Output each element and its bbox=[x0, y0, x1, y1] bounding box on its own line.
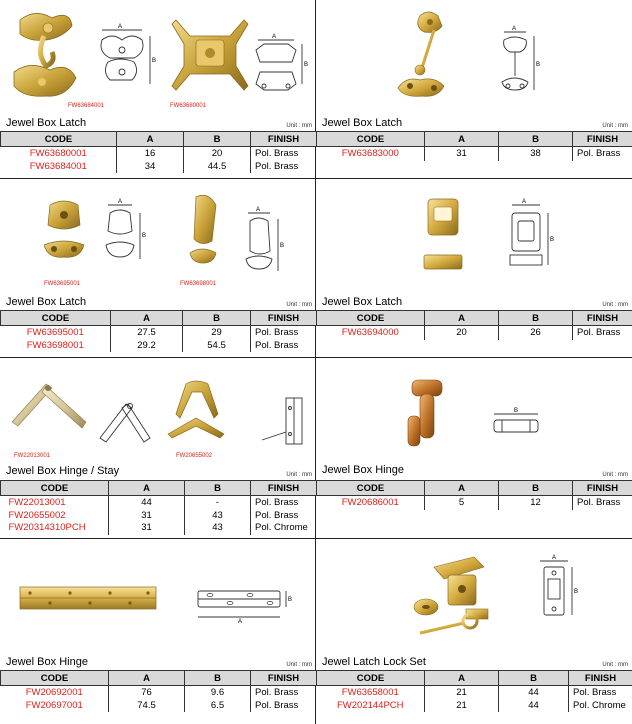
unit-label: Unit : mm bbox=[286, 123, 312, 129]
header-code: CODE bbox=[1, 311, 111, 326]
spec-table bbox=[0, 480, 316, 535]
table-row bbox=[317, 147, 632, 161]
section-title: Jewel Box Latch bbox=[322, 117, 403, 129]
product-illustration bbox=[0, 539, 316, 651]
product-code: FW20697001 bbox=[25, 699, 83, 711]
product-code: FW20655002 bbox=[8, 509, 66, 521]
finish-value: Pol. Chrome bbox=[573, 699, 626, 711]
header-finish: FINISH bbox=[251, 481, 317, 496]
product-code: FW20686001 bbox=[341, 497, 399, 508]
table-row bbox=[1, 326, 317, 353]
header-code: CODE bbox=[1, 132, 117, 147]
finish-value: Pol. Brass bbox=[255, 509, 299, 521]
dim-a-value: 31 bbox=[141, 509, 152, 521]
dim-b-value: 43 bbox=[212, 509, 223, 521]
table-row bbox=[1, 496, 317, 535]
table-row bbox=[1, 686, 317, 713]
dim-a-value: 31 bbox=[456, 148, 467, 159]
header-code: CODE bbox=[1, 671, 109, 686]
product-code: FW63694000 bbox=[341, 327, 399, 338]
spec-table bbox=[0, 670, 316, 712]
svg-text:B: B bbox=[288, 597, 293, 603]
dim-b-value: 6.5 bbox=[210, 699, 225, 711]
header-a: A bbox=[111, 311, 183, 326]
section-title: Jewel Box Latch bbox=[322, 296, 403, 308]
dim-a-value: 29.2 bbox=[137, 339, 156, 351]
header-finish: FINISH bbox=[573, 132, 632, 147]
dim-a-label: A bbox=[118, 24, 123, 30]
header-a: A bbox=[425, 481, 499, 496]
header-a: A bbox=[109, 671, 185, 686]
svg-text:A: A bbox=[522, 199, 527, 205]
svg-text:B: B bbox=[280, 243, 285, 249]
dim-a-value: 76 bbox=[141, 687, 152, 698]
finish-value: Pol. Brass bbox=[255, 687, 299, 698]
dim-a-value: 16 bbox=[144, 148, 156, 159]
section-title: Jewel Latch Lock Set bbox=[322, 656, 426, 668]
header-a: A bbox=[425, 671, 499, 686]
dim-a-value: 27.5 bbox=[137, 327, 156, 338]
dim-b-value: 29 bbox=[211, 327, 222, 338]
product-illustration bbox=[0, 0, 316, 112]
dim-a-value: 21 bbox=[456, 699, 467, 711]
header-finish: FINISH bbox=[251, 311, 317, 326]
product-illustration bbox=[316, 358, 632, 470]
spec-table bbox=[316, 670, 632, 712]
product-section-jewel-box-hinge bbox=[316, 358, 632, 538]
product-code: FW20314310PCH bbox=[8, 522, 86, 533]
unit-label: Unit : mm bbox=[602, 472, 628, 478]
svg-text:A: A bbox=[256, 207, 261, 213]
header-finish: FINISH bbox=[573, 311, 632, 326]
dim-b-value: 44.5 bbox=[207, 160, 227, 172]
dim-a-value: 44 bbox=[141, 497, 152, 508]
table-header-row bbox=[317, 132, 632, 147]
svg-text:B: B bbox=[514, 408, 519, 414]
product-section-jewel-box-latch-2 bbox=[316, 0, 632, 178]
product-illustration bbox=[316, 0, 632, 112]
section-title: Jewel Box Latch bbox=[6, 296, 87, 308]
svg-text:A: A bbox=[238, 619, 243, 625]
unit-label: Unit : mm bbox=[286, 662, 312, 668]
product-code: FW63698001 bbox=[26, 339, 84, 351]
spec-table bbox=[0, 131, 316, 173]
header-b: B bbox=[183, 311, 251, 326]
header-a: A bbox=[425, 311, 499, 326]
svg-text:B: B bbox=[574, 589, 579, 595]
svg-text:B: B bbox=[142, 233, 147, 239]
dim-a-value: 31 bbox=[141, 522, 152, 533]
header-b: B bbox=[499, 671, 569, 686]
header-b: B bbox=[185, 481, 251, 496]
table-header-row bbox=[1, 481, 317, 496]
table-header-row bbox=[317, 481, 632, 496]
svg-text:A: A bbox=[552, 555, 557, 561]
spec-table bbox=[0, 310, 316, 352]
header-b: B bbox=[499, 132, 573, 147]
product-illustration bbox=[0, 179, 316, 291]
svg-text:B: B bbox=[550, 237, 555, 243]
product-section-jewel-box-latch-1 bbox=[0, 0, 316, 178]
dim-b-value: 44 bbox=[528, 699, 539, 711]
product-section-jewel-latch-lock-set bbox=[316, 539, 632, 724]
finish-value: Pol. Brass bbox=[255, 497, 299, 508]
dim-b-value: 9.6 bbox=[210, 687, 225, 698]
dim-b-value: 20 bbox=[211, 148, 223, 159]
product-code: FW22013001 bbox=[8, 497, 66, 508]
finish-value: Pol. Chrome bbox=[255, 522, 308, 533]
finish-value: Pol. Brass bbox=[255, 699, 299, 711]
svg-text:B: B bbox=[304, 62, 309, 68]
dim-b-value: 26 bbox=[530, 327, 541, 338]
dim-a-value: 21 bbox=[456, 687, 467, 698]
finish-value: Pol. Brass bbox=[255, 327, 299, 338]
spec-table bbox=[316, 131, 632, 161]
svg-text:A: A bbox=[118, 199, 123, 205]
product-illustration bbox=[316, 179, 632, 291]
header-b: B bbox=[499, 481, 573, 496]
header-finish: FINISH bbox=[251, 132, 317, 147]
svg-text:A: A bbox=[272, 34, 277, 40]
product-section-jewel-box-hinge-stay bbox=[0, 358, 316, 538]
header-code: CODE bbox=[317, 132, 425, 147]
header-finish: FINISH bbox=[573, 481, 632, 496]
svg-text:A: A bbox=[512, 26, 517, 32]
product-code: FW202144PCH bbox=[336, 699, 404, 711]
product-section-jewel-box-hinge-piano bbox=[0, 539, 316, 724]
unit-label: Unit : mm bbox=[602, 123, 628, 129]
table-header-row bbox=[1, 311, 317, 326]
dim-b-value: 12 bbox=[530, 497, 541, 508]
table-header-row bbox=[1, 671, 317, 686]
finish-value: Pol. Brass bbox=[577, 327, 621, 338]
header-b: B bbox=[185, 671, 251, 686]
product-code: FW63658001 bbox=[341, 687, 399, 698]
image-code-label: FW63698001 bbox=[180, 281, 217, 287]
table-row bbox=[1, 147, 317, 174]
product-code: FW63680001 bbox=[29, 148, 87, 159]
dim-b-value: 54.5 bbox=[207, 339, 226, 351]
table-row bbox=[317, 496, 632, 510]
dim-a-value: 74.5 bbox=[137, 699, 156, 711]
table-header-row bbox=[1, 132, 317, 147]
unit-label: Unit : mm bbox=[286, 302, 312, 308]
image-code-label: FW63695001 bbox=[44, 281, 81, 287]
dim-a-value: 34 bbox=[144, 160, 156, 172]
dim-b-value: - bbox=[215, 497, 220, 508]
dim-a-value: 20 bbox=[456, 327, 467, 338]
finish-value: Pol. Brass bbox=[255, 339, 299, 351]
svg-text:B: B bbox=[536, 62, 541, 68]
header-a: A bbox=[109, 481, 185, 496]
header-code: CODE bbox=[1, 481, 109, 496]
section-title: Jewel Box Hinge bbox=[322, 464, 404, 476]
image-code-label: FW20655002 bbox=[176, 453, 213, 459]
header-finish: FINISH bbox=[569, 671, 632, 686]
product-code: FW63695001 bbox=[26, 327, 84, 338]
header-b: B bbox=[499, 311, 573, 326]
image-code-label: FW22013001 bbox=[14, 453, 51, 459]
unit-label: Unit : mm bbox=[602, 662, 628, 668]
table-header-row bbox=[317, 671, 632, 686]
header-a: A bbox=[117, 132, 184, 147]
finish-value: Pol. Brass bbox=[573, 687, 617, 698]
finish-value: Pol. Brass bbox=[255, 148, 299, 159]
product-code: FW63684001 bbox=[29, 160, 87, 172]
finish-value: Pol. Brass bbox=[577, 148, 621, 159]
image-code-label: FW63684001 bbox=[68, 103, 105, 109]
dim-b-value: 43 bbox=[212, 522, 223, 533]
dim-a-value: 5 bbox=[458, 497, 465, 508]
header-a: A bbox=[425, 132, 499, 147]
table-row bbox=[317, 326, 632, 340]
product-section-jewel-box-latch-4 bbox=[316, 179, 632, 357]
dim-b-value: 38 bbox=[530, 148, 541, 159]
header-finish: FINISH bbox=[251, 671, 317, 686]
spec-table bbox=[316, 310, 632, 340]
header-code: CODE bbox=[317, 671, 425, 686]
table-row bbox=[317, 686, 632, 713]
section-title: Jewel Box Latch bbox=[6, 117, 87, 129]
image-code-label: FW63680001 bbox=[170, 103, 207, 109]
header-code: CODE bbox=[317, 481, 425, 496]
finish-value: Pol. Brass bbox=[577, 497, 621, 508]
product-code: FW20692001 bbox=[25, 687, 83, 698]
product-illustration bbox=[316, 539, 632, 651]
table-header-row bbox=[317, 311, 632, 326]
unit-label: Unit : mm bbox=[286, 472, 312, 478]
section-title: Jewel Box Hinge bbox=[6, 656, 88, 668]
header-b: B bbox=[184, 132, 251, 147]
unit-label: Unit : mm bbox=[602, 302, 628, 308]
product-code: FW63683000 bbox=[341, 148, 399, 159]
spec-table bbox=[316, 480, 632, 510]
dim-b-value: 44 bbox=[528, 687, 539, 698]
dim-b-label: B bbox=[152, 58, 157, 64]
finish-value: Pol. Brass bbox=[255, 160, 299, 172]
header-code: CODE bbox=[317, 311, 425, 326]
section-title: Jewel Box Hinge / Stay bbox=[6, 465, 120, 477]
product-section-jewel-box-latch-3 bbox=[0, 179, 316, 357]
